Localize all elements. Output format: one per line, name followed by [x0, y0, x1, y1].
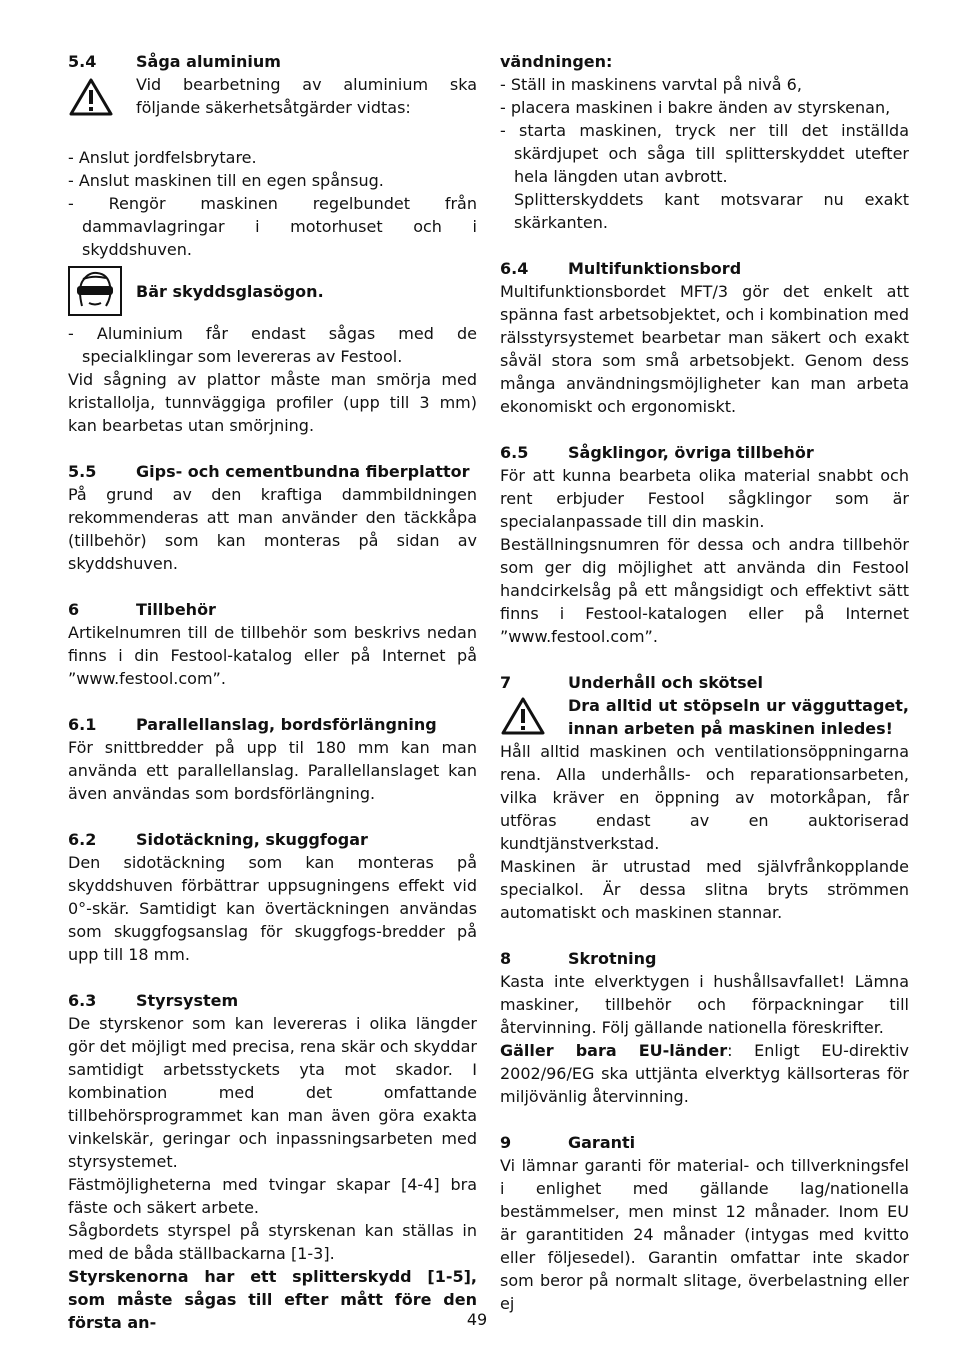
paragraph: Den sidotäckning som kan monteras på skyddshuven förbättrar uppsugningens effekt vid 0°-skär. Samtidigt kan övertäckningen användas som skuggfogsanslag för skuggfogs-bredder på upp till 18 mm.	[68, 853, 477, 964]
heading-6-1: 6.1 Parallellanslag, bordsförlängning	[68, 715, 437, 734]
paragraph: De styrskenor som kan levereras i olika längder gör det möjligt med precisa, rena skär och skyddar samtidigt arbetsstyckets yta mot skador. I kombination med det omfattande tillbehörsprogrammet kan man även göra exakta vinkelskär, geringar och inpassningsarbeten med styrsystemet.	[68, 1014, 477, 1171]
goggles-notice	[68, 266, 477, 316]
heading-5-4: 5.4 Såga aluminium	[68, 52, 281, 71]
heading-5-5: 5.5 Gips- och cementbundna fiberplattor	[68, 462, 470, 481]
warning-block-aluminium	[68, 73, 477, 119]
paragraph: Artikelnumren till de tillbehör som beskrivs nedan finns i din Festool-katalog eller på Internet på ”www.festool.com”.	[68, 623, 477, 688]
paragraph: Fästmöjligheterna med tvingar skapar [4-4] bra fäste och säkert arbete.	[68, 1175, 477, 1217]
left-column	[68, 50, 477, 1334]
heading-6-4: 6.4 Multifunktionsbord	[500, 259, 742, 278]
eu-paragraph: Gäller bara EU-länder: Enligt EU-direktiv 2002/96/EG ska uttjänta elverktyg källsorteras för miljövänlig återvinning.	[500, 1041, 909, 1106]
heading-9: 9 Garanti	[500, 1133, 636, 1152]
paragraph: Multifunktionsbordet MFT/3 gör det enkelt att spänna fast arbetsobjektet, och i kombination med rälsstyrsystemet bearbetar man säkert och exakt såväl stora som små arbetsobjekt. Genom dess många användningsmöjligheter kan man arbeta ekonomiskt och ergonomiskt.	[500, 282, 909, 416]
list-item: - Anslut jordfelsbrytare.	[68, 148, 257, 167]
paragraph: Vid sågning av plattor måste man smörja med kristallolja, tunnväggiga profiler (upp till 3 mm) kan bearbetas utan smörjning.	[68, 370, 477, 435]
list-item: - Ställ in maskinens varvtal på nivå 6,	[500, 75, 802, 94]
safety-goggles-icon	[68, 266, 122, 316]
paragraph: Vi lämnar garanti för material- och tillverkningsfel i enlighet med gällande lag/nationella bestämmelser, men minst 12 månader. Inom EU är garantitiden 24 månader (intygas med kvitto eller följesedel). Garantin omfattar inte skador som beror på normalt slitage, överbelastning eller ej	[500, 1156, 909, 1313]
paragraph: Sågbordets styrspel på styrskenan kan ställas in med de båda ställbackarna [1-3].	[68, 1221, 477, 1263]
paragraph: För snittbredder på upp til 180 mm kan man använda ett parallellanslag. Parallellanslaget kan även användas som bordsförlängning.	[68, 738, 477, 803]
page-number: 49	[466, 1310, 488, 1329]
list-note: Splitterskyddets kant motsvarar nu exakt skärkanten.	[514, 190, 909, 232]
right-column	[500, 50, 909, 1315]
goggles-label: Bär skyddsglasögon.	[136, 281, 324, 301]
paragraph: För att kunna bearbeta olika material snabbt och rent erbjuder Festool sågklingor som är specialanpassade till din maskin.	[500, 466, 909, 531]
heading-6-5: 6.5 Sågklingor, övriga tillbehör	[500, 443, 814, 462]
aluminium-intro: Vid bearbetning av aluminium ska följande säkerhetsåtgärder vidtas:	[136, 75, 477, 117]
paragraph: Maskinen är utrustad med självfrånkopplande specialkol. Är dessa slitna bryts strömmen automatiskt och maskinen stannar.	[500, 857, 909, 922]
warning-triangle-icon	[500, 694, 554, 740]
paragraph: Kasta inte elverktygen i hushållsavfallet! Lämna maskiner, tillbehör och förpackningar till återvinning. Följ gällande nationella föreskrifter.	[500, 972, 909, 1037]
heading-8: 8 Skrotning	[500, 949, 657, 968]
warning-triangle-icon	[68, 73, 136, 119]
paragraph: Håll alltid maskinen och ventilationsöppningarna rena. Alla underhålls- och reparationsarbeten, vilka kräver en öppning av motorkåpan, får utföras endast av en auktoriserad kundtjänstverkstad.	[500, 742, 909, 853]
list-item: - Anslut maskinen till en egen spånsug.	[68, 171, 384, 190]
paragraph: På grund av den kraftiga dammbildningen rekommenderas att man använder den täckkåpa (tillbehör) som kan monteras på sidan av skyddshuven.	[68, 485, 477, 573]
paragraph: Beställningsnumren för dessa och andra tillbehör som ger dig möjlighet att använda din Festool handcirkelsåg på ett mångsidigt och effektivt sätt finns i Festool-katalogen eller på Internet ”www.festool.com”.	[500, 535, 909, 646]
paragraph-bold: Styrskenorna har ett splitterskydd [1-5], som måste sågas till efter mått före den första an-	[68, 1267, 477, 1332]
list-item: - Rengör maskinen regelbundet från dammavlagringar i motorhuset och i skyddshuven.	[68, 194, 477, 259]
list-item: - Aluminium får endast sågas med de specialklingar som levereras av Festool.	[68, 324, 477, 366]
heading-6: 6 Tillbehör	[68, 600, 216, 619]
heading-7: 7 Underhåll och skötsel	[500, 673, 763, 692]
list-item: - placera maskinen i bakre änden av styrskenan,	[500, 98, 891, 117]
unplug-warning: Dra alltid ut stöpseln ur vägguttaget, innan arbeten på maskinen inledes!	[568, 696, 909, 738]
continuation-title: vändningen:	[500, 52, 613, 71]
list-item: - starta maskinen, tryck ner till det inställda skärdjupet och såga till splitterskyddet utefter hela längden utan avbrott.	[500, 121, 909, 186]
heading-6-2: 6.2 Sidotäckning, skuggfogar	[68, 830, 368, 849]
maintenance-block	[500, 694, 909, 855]
heading-6-3: 6.3 Styrsystem	[68, 991, 239, 1010]
